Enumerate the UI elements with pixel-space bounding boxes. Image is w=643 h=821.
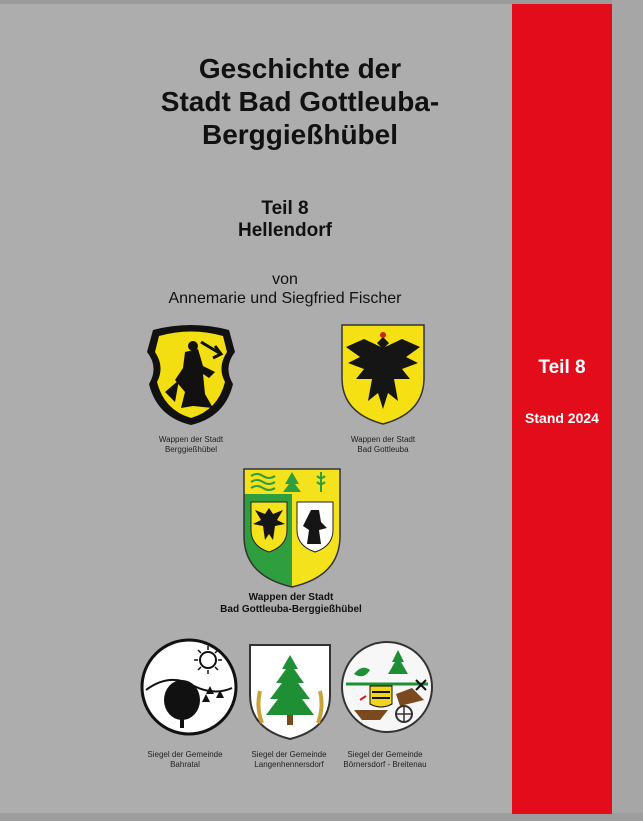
coat-of-arms-combined-icon (243, 468, 341, 588)
emblem-caption (318, 435, 448, 455)
title-line: Stadt Bad Gottleuba- (160, 86, 440, 117)
page-edge-right (612, 0, 643, 821)
subtitle (170, 198, 400, 242)
by-label: von (272, 271, 298, 288)
place-name: Hellendorf (238, 220, 332, 241)
caption-line: Siegel der Gemeinde (251, 750, 327, 759)
band-part-label: Teil 8 (538, 357, 586, 378)
seal-landscape-icon (340, 640, 434, 734)
caption-line: Wappen der Stadt (248, 592, 334, 603)
page-edge-bottom (0, 813, 643, 821)
page-title (120, 52, 480, 151)
caption-line: Wappen der Stadt (158, 435, 224, 444)
emblem-caption (196, 592, 386, 616)
emblem-caption (126, 435, 256, 455)
emblem-caption (320, 750, 450, 770)
caption-line: Siegel der Gemeinde (347, 750, 423, 759)
coat-of-arms-miner-icon (143, 322, 239, 427)
caption-line: Wappen der Stadt (350, 435, 416, 444)
side-band (512, 4, 612, 814)
caption-line: Bahratal (170, 760, 200, 769)
part-number: Teil 8 (261, 198, 309, 219)
coat-of-arms-eagle-icon (340, 323, 426, 426)
caption-line: Bad Gottleuba-Berggießhübel (220, 604, 362, 615)
title-line: Berggießhübel (201, 119, 398, 150)
caption-line: Siegel der Gemeinde (147, 750, 223, 759)
seal-spruce-icon (248, 643, 332, 741)
band-status-label: Stand 2024 (525, 410, 599, 426)
authors: Annemarie und Siegfried Fischer (168, 290, 402, 307)
title-line: Geschichte der (198, 53, 402, 84)
caption-line: Langenhennersdorf (254, 760, 324, 769)
caption-line: Berggießhübel (164, 445, 218, 454)
caption-line: Bad Gottleuba (357, 445, 409, 454)
caption-line: Börnersdorf - Breitenau (343, 760, 427, 769)
seal-tree-sun-icon (140, 638, 238, 736)
